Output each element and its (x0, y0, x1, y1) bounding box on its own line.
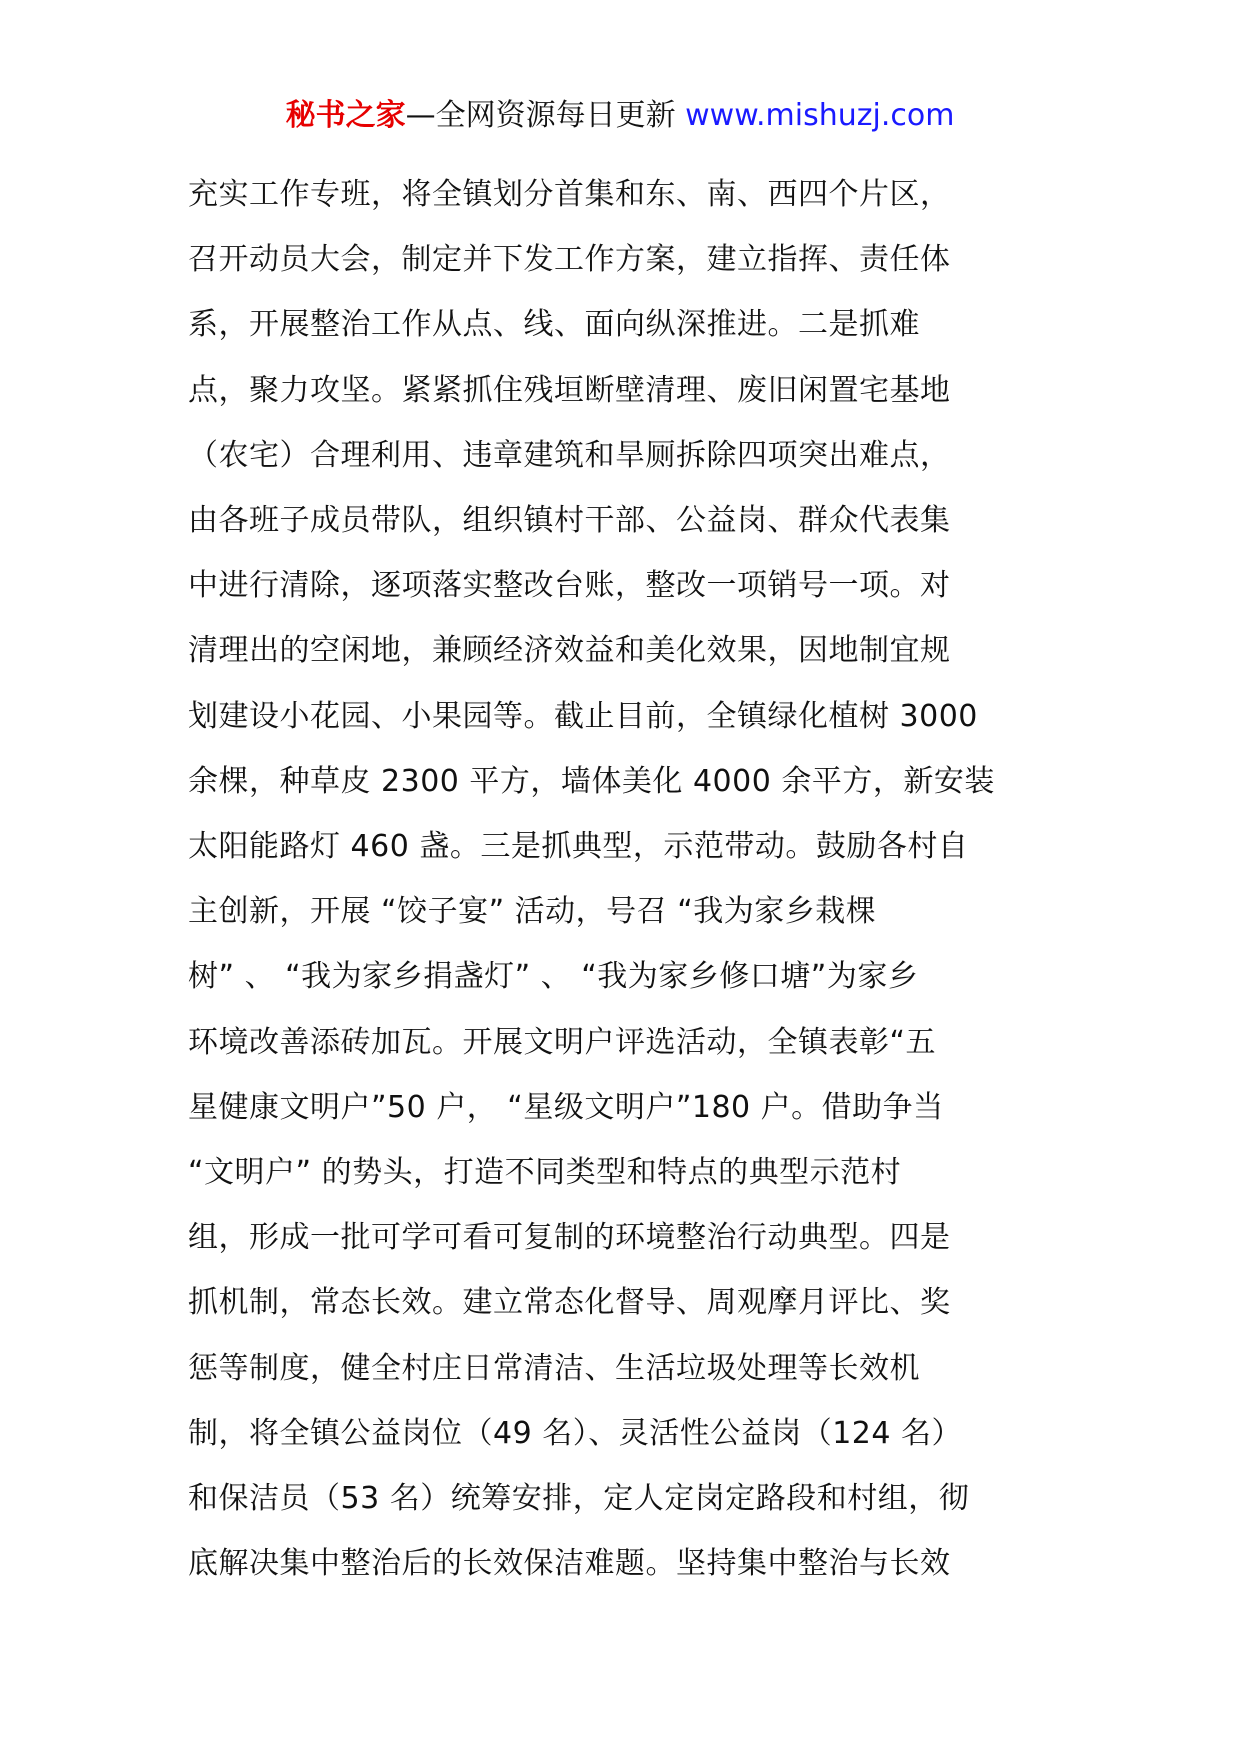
text-line: “文明户” 的势头，打造不同类型和特点的典型示范村 (188, 1155, 902, 1191)
brand-name: 秘书之家 (285, 98, 406, 133)
text-line: 太阳能路灯 460 盏。三是抓典型，示范带动。鼓励各村自 (188, 829, 969, 865)
text-line: 划建设小花园、小果园等。截止目前，全镇绿化植树 3000 (188, 698, 978, 734)
text-line: 和保洁员（53 名）统筹安排，定人定岗定路段和村组，彻 (188, 1481, 970, 1517)
text-line: 树” 、 “我为家乡捐盏灯” 、 “我为家乡修口塘”为家乡 (188, 959, 919, 995)
text-line: 星健康文明户”50 户， “星级文明户”180 户。借助争当 (188, 1089, 944, 1125)
text-line: 底解决集中整治后的长效保洁难题。坚持集中整治与长效 (188, 1546, 951, 1582)
text-line: 中进行清除，逐项落实整改台账，整改一项销号一项。对 (188, 568, 951, 604)
text-line: 系，开展整治工作从点、线、面向纵深推进。二是抓难 (188, 307, 920, 343)
text-line: 清理出的空闲地，兼顾经济效益和美化效果，因地制宜规 (188, 633, 951, 669)
text-line: （农宅）合理利用、违章建筑和旱厕拆除四项突出难点， (188, 437, 951, 473)
text-line: 余棵，种草皮 2300 平方，墙体美化 4000 余平方，新安装 (188, 763, 995, 799)
text-line: 制，将全镇公益岗位（49 名）、灵活性公益岗（124 名） (188, 1415, 963, 1451)
text-line: 环境改善添砖加瓦。开展文明户评选活动，全镇表彰“五 (188, 1024, 937, 1060)
site-header (0, 96, 1240, 136)
site-url-link[interactable]: www.mishuzj.com (685, 98, 955, 133)
document-body (188, 162, 1068, 1596)
header-tagline: —全网资源每日更新 (405, 98, 686, 133)
text-line: 组，形成一批可学可看可复制的环境整治行动典型。四是 (188, 1220, 951, 1256)
text-line: 抓机制，常态长效。建立常态化督导、周观摩月评比、奖 (188, 1285, 951, 1321)
text-line: 召开动员大会，制定并下发工作方案，建立指挥、责任体 (188, 242, 951, 278)
text-line: 惩等制度，健全村庄日常清洁、生活垃圾处理等长效机 (188, 1350, 920, 1386)
text-line: 主创新，开展 “饺子宴” 活动，号召 “我为家乡栽棵 (188, 894, 877, 930)
text-line: 充实工作专班，将全镇划分首集和东、南、西四个片区， (188, 177, 951, 212)
text-line: 由各班子成员带队，组织镇村干部、公益岗、群众代表集 (188, 503, 951, 539)
text-line: 点，聚力攻坚。紧紧抓住残垣断壁清理、废旧闲置宅基地 (188, 372, 951, 408)
